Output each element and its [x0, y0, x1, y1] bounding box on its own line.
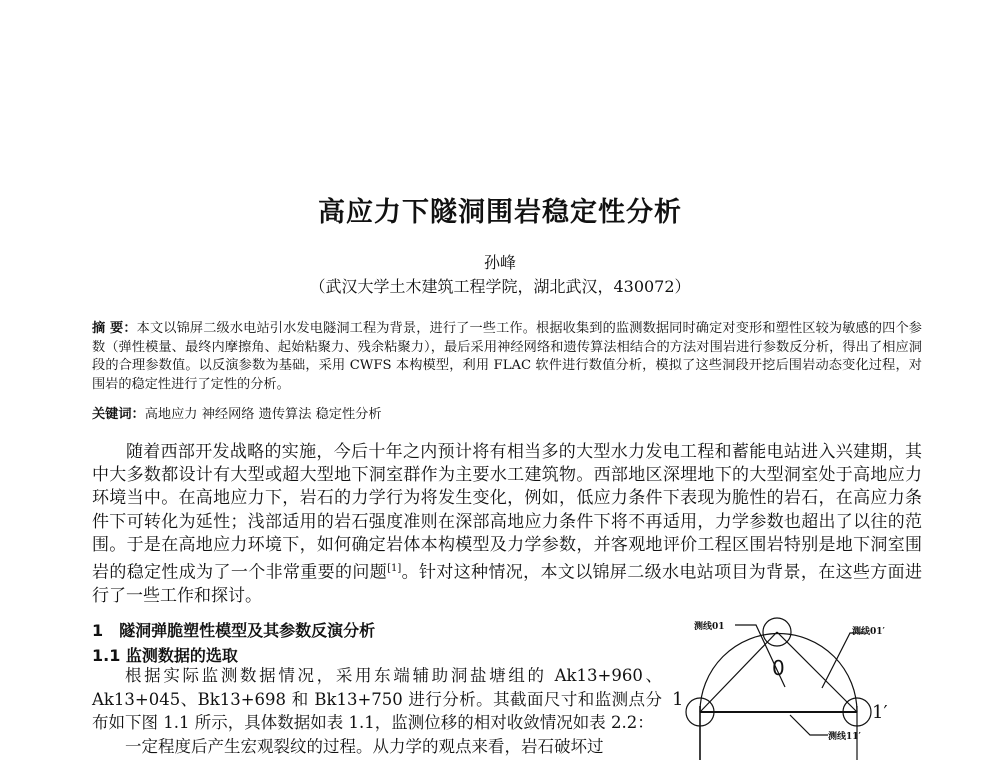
section-heading: 1 隧洞弹脆塑性模型及其参数反演分析 — [92, 621, 376, 640]
label-line-01: 测线01 — [694, 622, 725, 632]
keywords — [92, 403, 382, 422]
intro-paragraph — [92, 441, 922, 608]
author: 孙峰 — [483, 253, 516, 272]
label-point-0: 0 — [772, 656, 785, 680]
subsection-heading: 1.1 监测数据的选取 — [92, 646, 238, 665]
intro-text-end: 。针对这种情况，本文以锦屏二级水电站项目为背景，在这些方面进行了一些工作和探讨。 — [92, 562, 923, 606]
label-point-1p: 1′ — [872, 702, 888, 723]
abstract-label: 摘 要： — [92, 321, 137, 336]
abstract — [92, 320, 922, 394]
citation: [1] — [387, 563, 402, 575]
paper-title: 高应力下隧洞围岩稳定性分析 — [318, 197, 682, 228]
label-point-1: 1 — [672, 689, 684, 710]
leader-01p — [822, 633, 866, 688]
abstract-text: 本文以锦屏二级水电站引水发电隧洞工程为背景，进行了一些工作。根据收集到的监测数据同时确定对变形和塑性区较为敏感的四个参数（弹性模量、最终内摩擦角、起始粘聚力、残余粘聚力），最后采用神经网络和遗传算法相结合的方法对围岩进行参数反分析，得出了相应洞段的合理参数值。以反演参数为基础，采用 CWFS 本构模型，利用 FLAC 软件进行数值分析，模拟了这些洞段开挖后围岩动态变化过程，对围岩的稳定性进行了定性的分析。 — [92, 321, 922, 392]
label-line-01p: 测线01′ — [852, 627, 885, 637]
label-line-11p: 测线11′ — [828, 732, 861, 742]
paragraph: 根据实际监测数据情况，采用东端辅助洞盐塘组的 Ak13+960、Ak13+045、Bk13+698 和 Bk13+750 进行分析。其截面尺寸和监测点分布如下图 1.1 所示，具体数据如表 1.1，监测位移的相对收敛情况如表 2.2： — [92, 666, 662, 732]
paragraph: 一定程度后产生宏观裂纹的过程。从力学的观点来看，岩石破坏过 — [125, 736, 604, 756]
intro-text: 随着西部开发战略的实施，今后十年之内预计将有相当多的大型水力发电工程和蓄能电站进入兴建期，其中大多数都设计有大型或超大型地下洞室群作为主要水工建筑物。西部地区深埋地下的大型洞室处于高地应力环境当中。在高地应力下，岩石的力学行为将发生变化，例如，低应力条件下表现为脆性的岩石，在高应力条件下可转化为延性；浅部适用的岩石强度准则在深部高地应力条件下将不再适用，力学参数也超出了以往的范围。于是在高地应力环境下，如何确定岩体本构模型及力学参数，并客观地评价工程区围岩特别是地下洞室围岩的稳定性成为了一个非常重要的问题 — [92, 442, 922, 583]
leader-11p — [790, 715, 828, 735]
keywords-text: 高地应力 神经网络 遗传算法 稳定性分析 — [144, 407, 382, 422]
affiliation: （武汉大学土木建筑工程学院，湖北武汉，430072） — [309, 277, 691, 296]
body-text — [92, 664, 662, 758]
tunnel-section-figure — [650, 612, 910, 760]
keywords-label: 关键词： — [92, 407, 145, 422]
